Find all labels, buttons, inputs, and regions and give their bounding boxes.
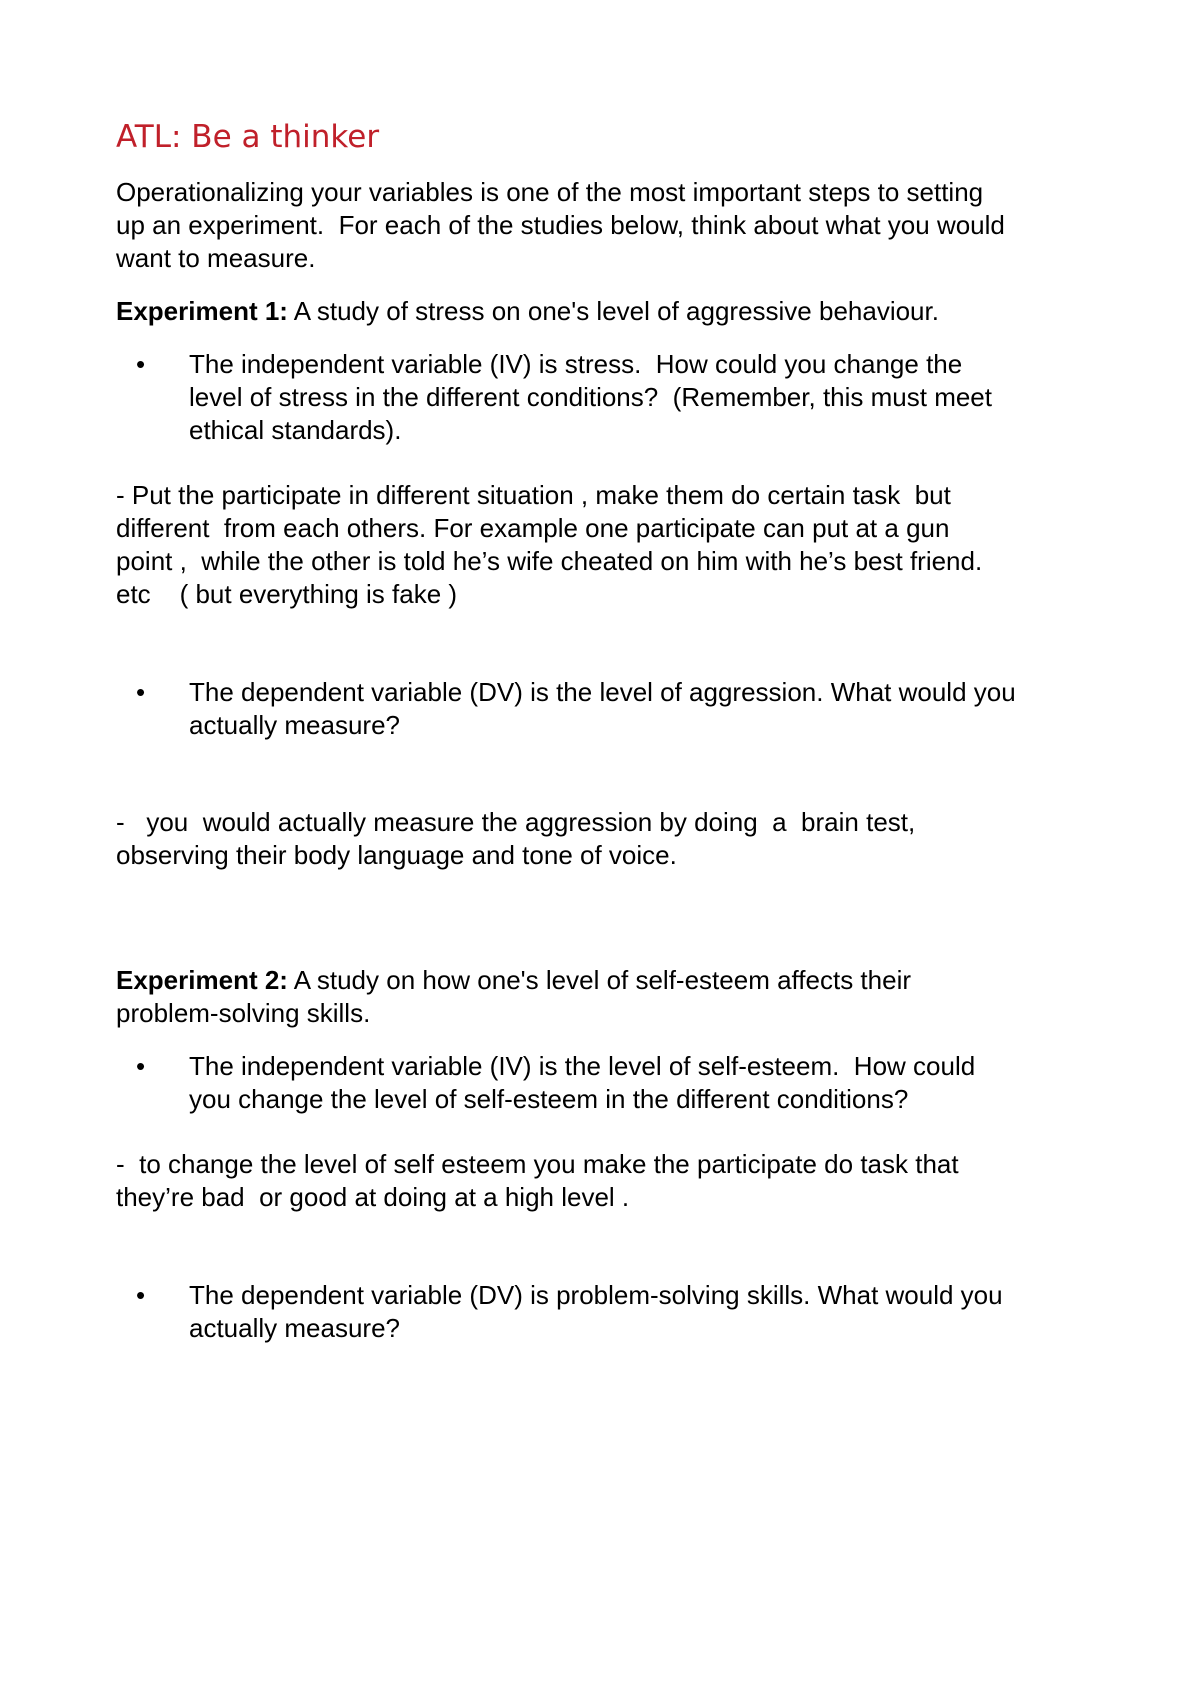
exp1-iv-answer-line-2: different from each others. For example one participate can put at a gun (116, 513, 950, 543)
exp1-dv-answer-line-2: observing their body language and tone of voice. (116, 840, 677, 870)
exp1-dv-answer-line-1: - you would actually measure the aggression by doing a brain test, (116, 807, 916, 837)
experiment-2-label: Experiment 2: (116, 965, 288, 995)
bullet-marker: • (136, 677, 146, 707)
exp1-iv-answer-line-1: - Put the participate in different situation , make them do certain task but (116, 480, 951, 510)
exp1-dv-question-line-2: actually measure? (189, 710, 400, 740)
exp1-iv-question-line-1: The independent variable (IV) is stress. How could you change the (189, 349, 963, 379)
exp1-dv-question-line-1: The dependent variable (DV) is the level of aggression. What would you (189, 677, 1016, 707)
experiment-2-description-2: problem-solving skills. (116, 998, 371, 1028)
exp2-dv-question-line-2: actually measure? (189, 1313, 400, 1343)
page-title: ATL: Be a thinker (116, 119, 380, 155)
intro-line-3: want to measure. (116, 243, 316, 273)
bullet-marker: • (136, 1051, 146, 1081)
exp2-iv-answer-line-2: they’re bad or good at doing at a high level . (116, 1182, 630, 1212)
exp1-iv-answer-line-4: etc ( but everything is fake ) (116, 579, 458, 609)
bullet-marker: • (136, 1280, 146, 1310)
exp1-iv-answer-line-3: point , while the other is told he’s wife cheated on him with he’s best friend. (116, 546, 983, 576)
experiment-2-description-1: A study on how one's level of self-esteem affects their (287, 965, 912, 995)
intro-line-1: Operationalizing your variables is one of the most important steps to setting (116, 177, 984, 207)
exp2-dv-question-line-1: The dependent variable (DV) is problem-solving skills. What would you (189, 1280, 1003, 1310)
experiment-1-description: A study of stress on one's level of aggressive behaviour. (287, 296, 939, 326)
experiment-1-label: Experiment 1: (116, 296, 288, 326)
bullet-marker: • (136, 349, 146, 379)
exp1-iv-question-line-2: level of stress in the different conditions? (Remember, this must meet (189, 382, 992, 412)
exp2-iv-question-line-2: you change the level of self-esteem in the different conditions? (189, 1084, 909, 1114)
intro-line-2: up an experiment. For each of the studies below, think about what you would (116, 210, 1005, 240)
experiment-1-heading (116, 295, 939, 327)
exp1-iv-question-line-3: ethical standards). (189, 415, 402, 445)
exp2-iv-answer-line-1: - to change the level of self esteem you make the participate do task that (116, 1149, 959, 1179)
exp2-iv-question-line-1: The independent variable (IV) is the level of self-esteem. How could (189, 1051, 976, 1081)
experiment-2-heading (116, 964, 911, 996)
